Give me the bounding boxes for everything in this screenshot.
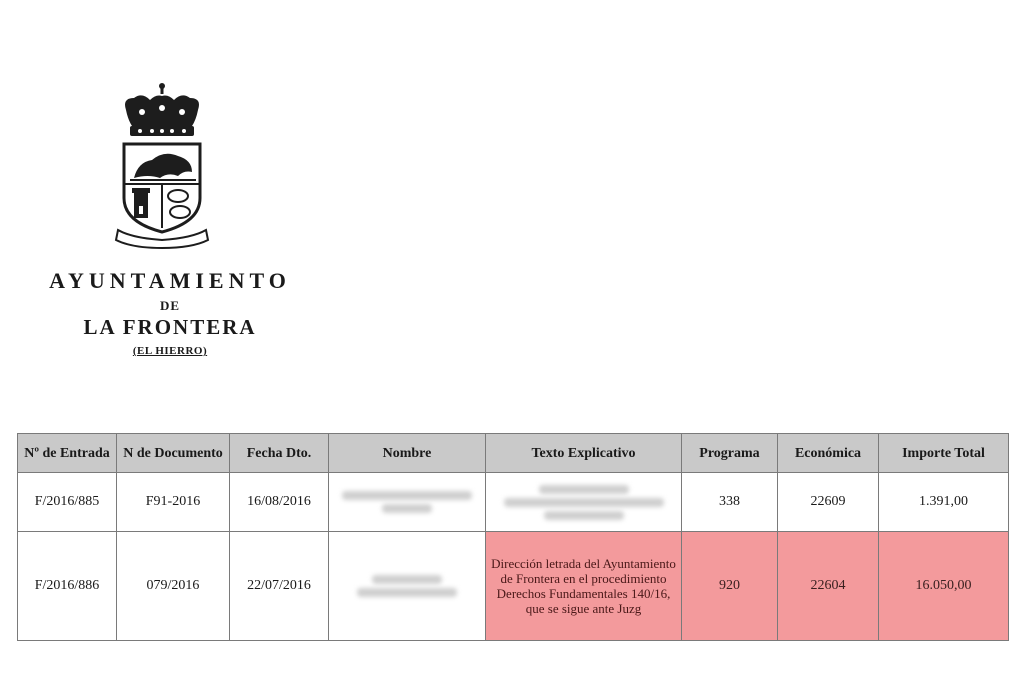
org-title-line1: AYUNTAMIENTO [49,268,291,293]
org-title-line2: DE [159,298,181,313]
cell-nombre-redacted [329,532,486,641]
cell-economica: 22604 [778,532,879,641]
cell-importe: 16.050,00 [879,532,1009,641]
org-title-line4 [0,345,340,357]
cell-entrada: F/2016/886 [18,532,117,641]
column-header-programa: Programa [682,434,778,473]
cell-fecha: 22/07/2016 [230,532,329,641]
cell-entrada: F/2016/885 [18,473,117,532]
redaction-bar [342,491,472,500]
column-header-texto: Texto Explicativo [486,434,682,473]
table-header-row [18,434,1009,473]
redaction-bar [357,588,457,597]
redaction-bar [372,575,442,584]
column-header-economica: Económica [778,434,879,473]
cell-fecha: 16/08/2016 [230,473,329,532]
redaction-bar [382,504,432,513]
redaction-bar [544,511,624,520]
cell-documento: 079/2016 [117,532,230,641]
column-header-entrada: Nº de Entrada [18,434,117,473]
municipal-crest-icon [112,80,212,250]
org-location: (EL HIERRO) [132,345,208,357]
column-header-documento: N de Documento [117,434,230,473]
cell-documento: F91-2016 [117,473,230,532]
column-header-nombre: Nombre [329,434,486,473]
cell-texto-redacted [486,473,682,532]
cell-economica: 22609 [778,473,879,532]
cell-nombre-redacted [329,473,486,532]
redaction-bar [504,498,664,507]
org-title-line3: LA FRONTERA [83,315,257,339]
redaction-bar [539,485,629,494]
cell-texto: Dirección letrada del Ayuntamiento de Frontera en el procedimiento Derechos Fundamentales 140/16, que se sigue ante Juzg [486,532,682,641]
column-header-importe: Importe Total [879,434,1009,473]
cell-programa: 338 [682,473,778,532]
table-row [18,473,1009,532]
cell-programa: 920 [682,532,778,641]
records-table [17,433,1009,641]
column-header-fecha: Fecha Dto. [230,434,329,473]
cell-importe: 1.391,00 [879,473,1009,532]
table-row [18,532,1009,641]
